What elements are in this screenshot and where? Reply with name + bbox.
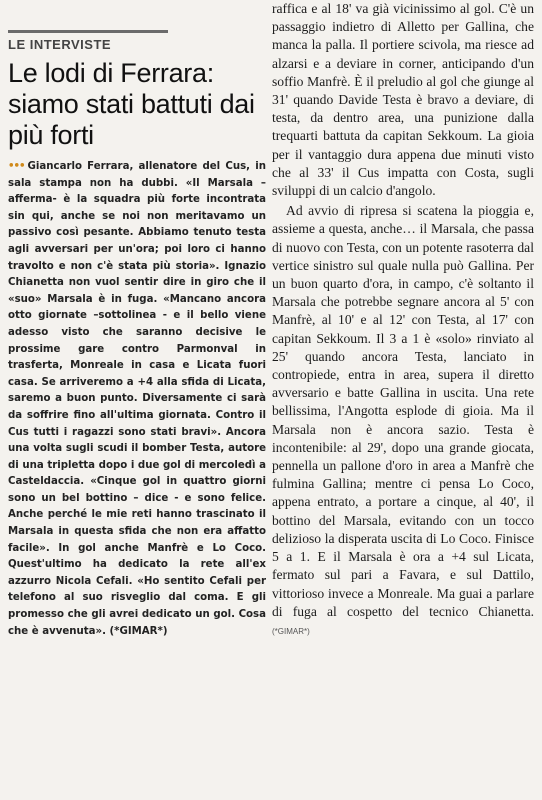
match-paragraph-2-text: Ad avvio di ripresa si scatena la pioggia e, assieme a questa, anche… il Marsala, che passa di nuovo con Testa, con un potente rasoterra dal vertice sinistro sul quale nulla può Gallina. Per un buon quarto d'ora, in campo, c'è soltanto il Marsala che potrebbe segnare ancora al 5' con Manfrè, al 10' e al 12' con Testa, al 17' con capitan Sekkoum. Il 3 a 1 è «solo» rinviato al 25' quando ancora Testa, lanciato in contropiede, entra in area, supera il diretto avversario e batte Gallina in uscita. Una rete bellissima, l'Angotta esplode di gioia. Ma il Marsala non è ancora sazio. Testa è incontenibile: al 29', dopo una grande giocata, pennella un pallone d'oro in area a Manfrè che fulmina Gallina; mentre ci pensa Lo Coco, appena entrato, a portare a cinque, al 40', il bottino del Marsala, evitando con un tocco delizioso la disperata uscita di Lo Coco. Finisce 5 a 1. E il Marsala è ora a +4 sul Licata, fermato sul pari a Favara, e sul Dattilo, vittorioso invece a Monreale. Ma guai a parlare di fuga al cospetto del tecnico Chianetta. (272, 203, 534, 619)
match-report-column (272, 0, 534, 641)
match-paragraph-2 (272, 202, 534, 641)
bullet-dots: ••• (8, 161, 25, 172)
author-signature: (*GIMAR*) (272, 626, 310, 636)
interview-column (8, 28, 266, 640)
match-paragraph-1: raffica e al 18' va già vicinissimo al gol. C'è un passaggio indietro di Alletto per Gallina, che manca la palla. Il portiere scivola, ma riesce ad alzarsi e a deviare in corner, anticipando d'un soffio Manfrè. È il preludio al gol che giunge al 31' quando Davide Testa è bravo a deviare, di testa, da dentro area, una punizione dalla trequarti battuta da capitan Sekkoum. La gioia per il vantaggio dura appena due minuti visto che al 33' il Cus impatta con Costa, sugli sviluppi di un calcio d'angolo. (272, 1, 534, 199)
interview-text (8, 159, 266, 640)
section-rubric: LE INTERVISTE (8, 30, 168, 52)
interview-body: Giancarlo Ferrara, allenatore del Cus, in sala stampa non ha dubbi. «Il Marsala –afferma- è la squadra più forte incontrata sin qui, anche se noi non meritavamo un passivo così pesante. Abbiamo tenuto testa agli avversari per un'ora; poi loro ci hanno travolto e non c'è stata più storia». Ignazio Chianetta non vuol sentir dire in giro che il «suo» Marsala è in fuga. «Mancano ancora otto giornate –sottolinea - e il bello viene adesso visto che saranno decisive le prossime gare contro Parmonval in trasferta, Monreale in casa e Licata fuori casa. Se arriveremo a +4 alla sfida di Licata, saremo a buon punto. Diversamente ci sarà da soffrire fino all'ultima giornata. Contro il Cus tutti i ragazzi sono stati bravi». Ancora una volta sugli scudi il bomber Testa, autore di una tripletta dopo i due gol di mercoledì a Casteldaccia. «Cinque gol in quattro giorni sono un bel bottino – dice - e sono felice. Anche perché le mie reti hanno trascinato il Marsala in questa sfida che non era affatto facile». In gol anche Manfrè e Lo Coco. Quest'ultimo ha dedicato la rete all'ex azzurro Nicola Cefali. «Ho sentito Cefali per telefono al suo risveglio dal coma. E gli promesso che gli avrei dedicato un gol. Cosa che è avvenuta». (*GIMAR*) (8, 161, 266, 637)
article-headline: Le lodi di Ferrara: siamo stati battuti dai più forti (8, 58, 255, 150)
